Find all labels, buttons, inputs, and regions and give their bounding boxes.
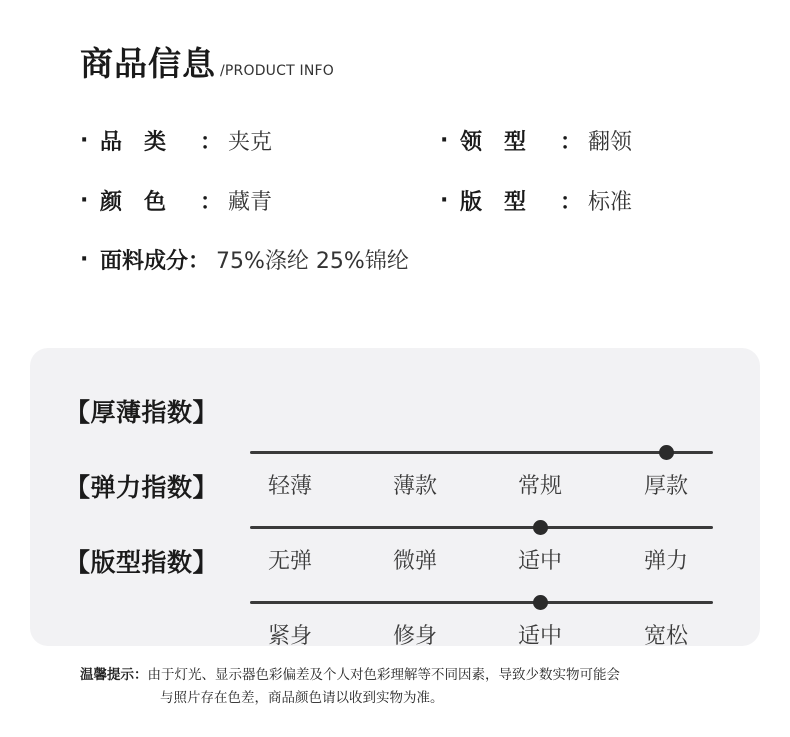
index-panel [30,348,760,649]
index-option: 宽松 [643,624,689,649]
info-label: 面料成分 [100,249,189,274]
info-colon: ： [188,249,211,274]
index-option: 紧身 [267,624,313,649]
info-label: 版 型 [460,190,527,215]
index-marker [659,445,674,460]
index-label: 【版型指数】 [65,548,219,577]
index-label: 【弹力指数】 [65,473,219,502]
disclaimer-note [80,664,620,710]
info-colon: ： [200,190,223,215]
info-colon: ： [560,190,583,215]
index-track [250,526,713,529]
bullet: · [80,188,89,213]
info-label: 品 类 [100,130,167,155]
page-subtitle: /PRODUCT INFO [220,63,334,79]
index-option: 常规 [517,474,563,499]
index-option: 微弹 [392,549,438,574]
info-label: 颜 色 [100,190,167,215]
note-line-2: 与照片存在色差，商品颜色请以收到实物为准。 [160,690,444,706]
index-marker [533,520,548,535]
info-color [80,185,272,216]
info-value: 夹克 [228,130,273,155]
index-option: 薄款 [392,474,438,499]
index-label: 【厚薄指数】 [65,398,219,427]
note-heading: 温馨提示： [80,667,148,683]
index-marker [533,595,548,610]
info-collar [440,125,632,156]
page-title: 商品信息 [80,44,216,83]
index-option: 修身 [392,624,438,649]
bullet: · [80,247,89,272]
index-option: 适中 [517,549,563,574]
index-track [250,601,713,604]
info-label: 领 型 [460,130,527,155]
info-fabric [80,244,409,275]
index-option: 适中 [517,624,563,649]
index-option: 轻薄 [267,474,313,499]
info-value: 75%涤纶 25%锦纶 [216,249,409,274]
info-value: 标准 [588,190,633,215]
bullet: · [80,128,89,153]
info-colon: ： [200,130,223,155]
fit-index [30,543,760,649]
index-track [250,451,713,454]
index-option: 厚款 [643,474,689,499]
info-value: 藏青 [228,190,273,215]
note-line-1: 由于灯光、显示器色彩偏差及个人对色彩理解等不同因素，导致少数实物可能会 [147,667,620,683]
info-fit [440,185,632,216]
bullet: · [440,188,449,213]
index-option: 弹力 [643,549,689,574]
section-title [80,44,334,84]
info-category [80,125,272,156]
info-colon: ： [560,130,583,155]
index-option: 无弹 [267,549,313,574]
bullet: · [440,128,449,153]
info-value: 翻领 [588,130,633,155]
